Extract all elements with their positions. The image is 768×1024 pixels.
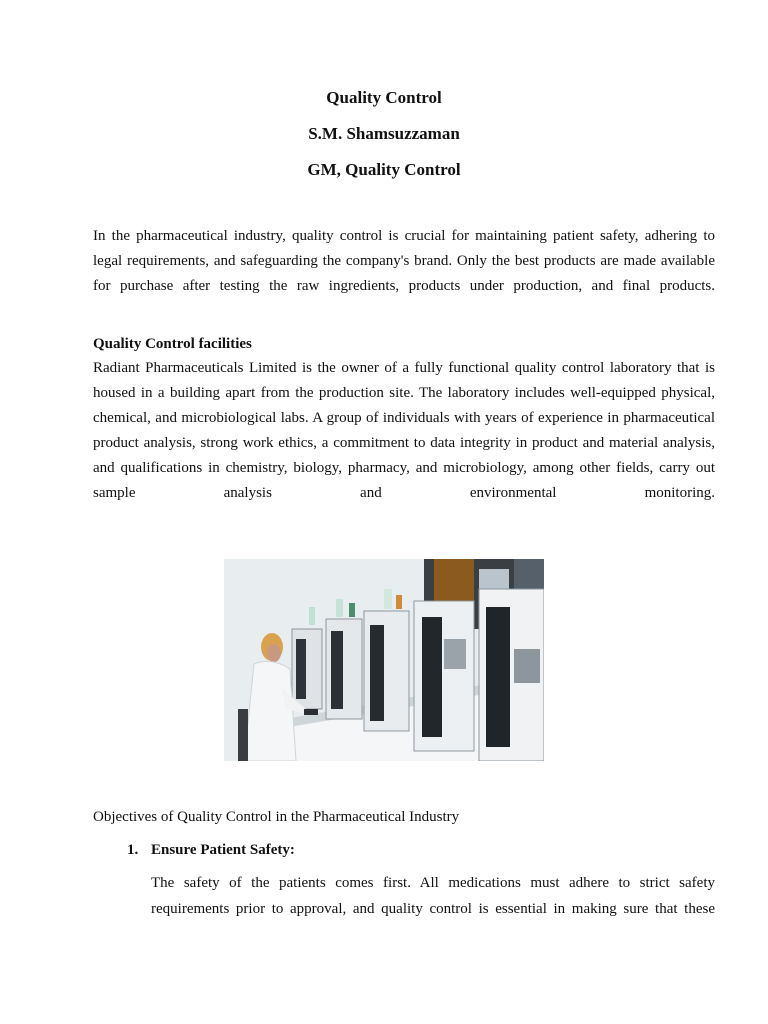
list-item-body: The safety of the patients comes first. All medications must adhere to strict safety requirements prior to approval, and quality control is essential in making sure that these — [151, 875, 715, 917]
facilities-paragraph: Radiant Pharmaceuticals Limited is the owner of a fully functional quality control laboratory that is housed in a building apart from the production site. The laboratory includes well-equipped physical, chemical, and microbiological labs. A group of individuals with years of experience in pharmaceutical product analysis, strong work ethics, a commitment to data integrity in product and material analysis, and qualifications in chemistry, biology, pharmacy, and microbiology, among other fields, carry out sample analysis and environmental monitoring. — [93, 360, 715, 501]
facilities-heading: Quality Control facilities — [93, 336, 252, 352]
intro-paragraph: In the pharmaceutical industry, quality control is crucial for maintaining patient safety, adhering to legal requirements, and safeguarding the company's brand. Only the best products are made available for purchase after testing the raw ingredients, products under production, and final products. — [93, 228, 715, 294]
document-title: Quality Control — [326, 88, 442, 107]
list-item-number: 1. — [127, 842, 139, 858]
objectives-heading: Objectives of Quality Control in the Pharmaceutical Industry — [93, 809, 460, 825]
author-name: S.M. Shamsuzzaman — [308, 124, 460, 143]
list-item — [127, 839, 295, 861]
list-item-title: Ensure Patient Safety: — [151, 842, 295, 858]
author-position: GM, Quality Control — [307, 160, 461, 179]
lab-photo — [224, 559, 544, 761]
